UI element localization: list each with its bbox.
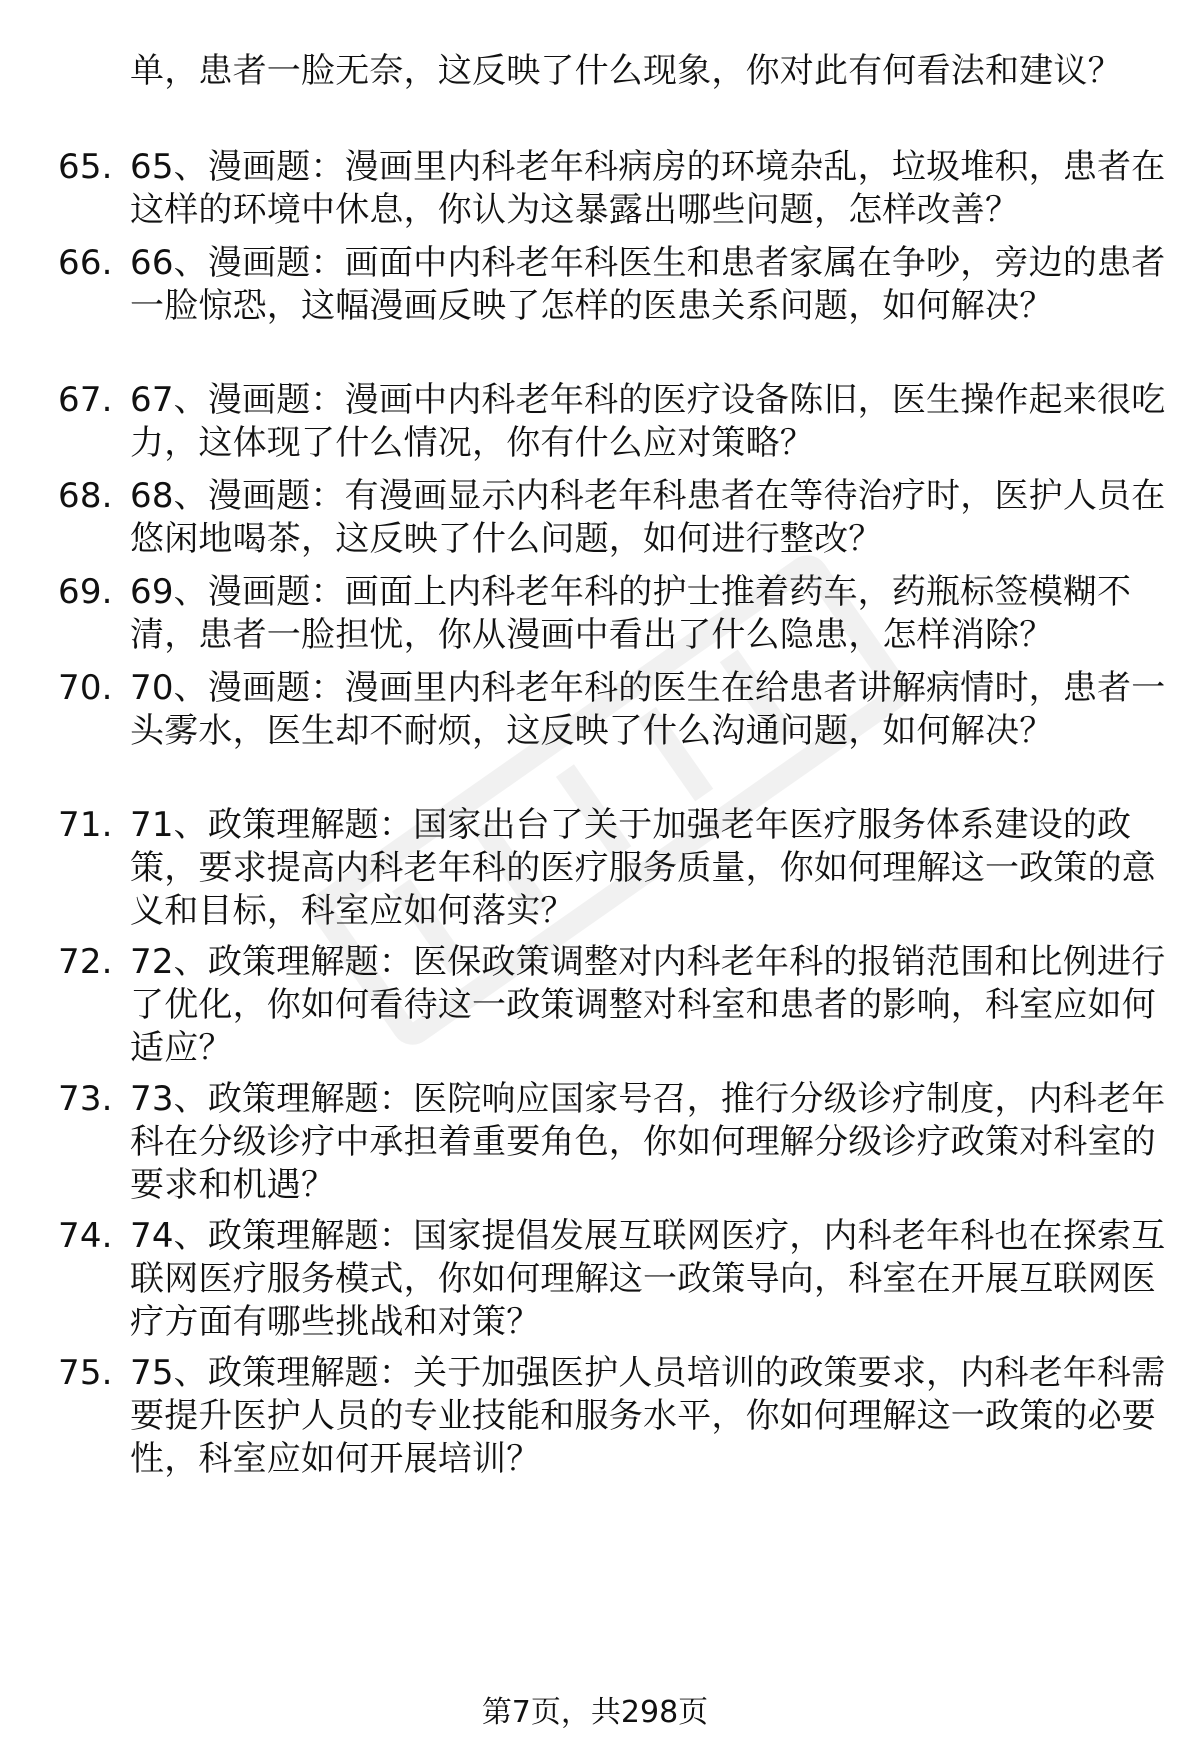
item-text: 72、政策理解题：医保政策调整对内科老年科的报销范围和比例进行了优化，你如何看待这一政策调整对科室和患者的影响，科室应如何适应？ [130,942,1166,1068]
item-text: 75、政策理解题：关于加强医护人员培训的政策要求，内科老年科需要提升医护人员的专业技能和服务水平，你如何理解这一政策的必要性，科室应如何开展培训？ [130,1353,1166,1479]
page-footer: 第7页，共298页 [481,1695,709,1730]
item-text: 70、漫画题：漫画里内科老年科的医生在给患者讲解病情时，患者一头雾水，医生却不耐烦，这反映了什么沟通问题，如何解决？ [130,668,1166,751]
item-number: 69. [58,572,113,612]
item-number: 75. [58,1353,113,1393]
item-number: 71. [58,805,113,845]
item-number: 70. [58,668,113,708]
item-number: 73. [58,1079,113,1119]
item-number: 65. [58,147,113,187]
item-text: 67、漫画题：漫画中内科老年科的医疗设备陈旧，医生操作起来很吃力，这体现了什么情况，你有什么应对策略？ [130,380,1166,463]
item-text: 74、政策理解题：国家提倡发展互联网医疗，内科老年科也在探索互联网医疗服务模式，你如何理解这一政策导向，科室在开展互联网医疗方面有哪些挑战和对策？ [130,1216,1166,1342]
item-number: 68. [58,476,113,516]
item-text: 69、漫画题：画面上内科老年科的护士推着药车，药瓶标签模糊不清，患者一脸担忧，你从漫画中看出了什么隐患，怎样消除？ [130,572,1132,655]
item-text: 66、漫画题：画面中内科老年科医生和患者家属在争吵，旁边的患者一脸惊恐，这幅漫画反映了怎样的医患关系问题，如何解决？ [130,243,1166,326]
item-text: 71、政策理解题：国家出台了关于加强老年医疗服务体系建设的政策，要求提高内科老年科的医疗服务质量，你如何理解这一政策的意义和目标，科室应如何落实？ [130,805,1156,931]
item-text: 68、漫画题：有漫画显示内科老年科患者在等待治疗时，医护人员在悠闲地喝茶，这反映了什么问题，如何进行整改？ [130,476,1166,559]
item-number: 74. [58,1216,113,1256]
item-number: 72. [58,942,113,982]
item-text: 73、政策理解题：医院响应国家号召，推行分级诊疗制度，内科老年科在分级诊疗中承担着重要角色，你如何理解分级诊疗政策对科室的要求和机遇？ [130,1079,1166,1205]
item-number: 67. [58,380,113,420]
item-text: 65、漫画题：漫画里内科老年科病房的环境杂乱，垃圾堆积，患者在这样的环境中休息，你认为这暴露出哪些问题，怎样改善？ [130,147,1166,230]
item-number: 66. [58,243,113,283]
continuation-text: 单，患者一脸无奈，这反映了什么现象，你对此有何看法和建议？ [130,51,1122,91]
